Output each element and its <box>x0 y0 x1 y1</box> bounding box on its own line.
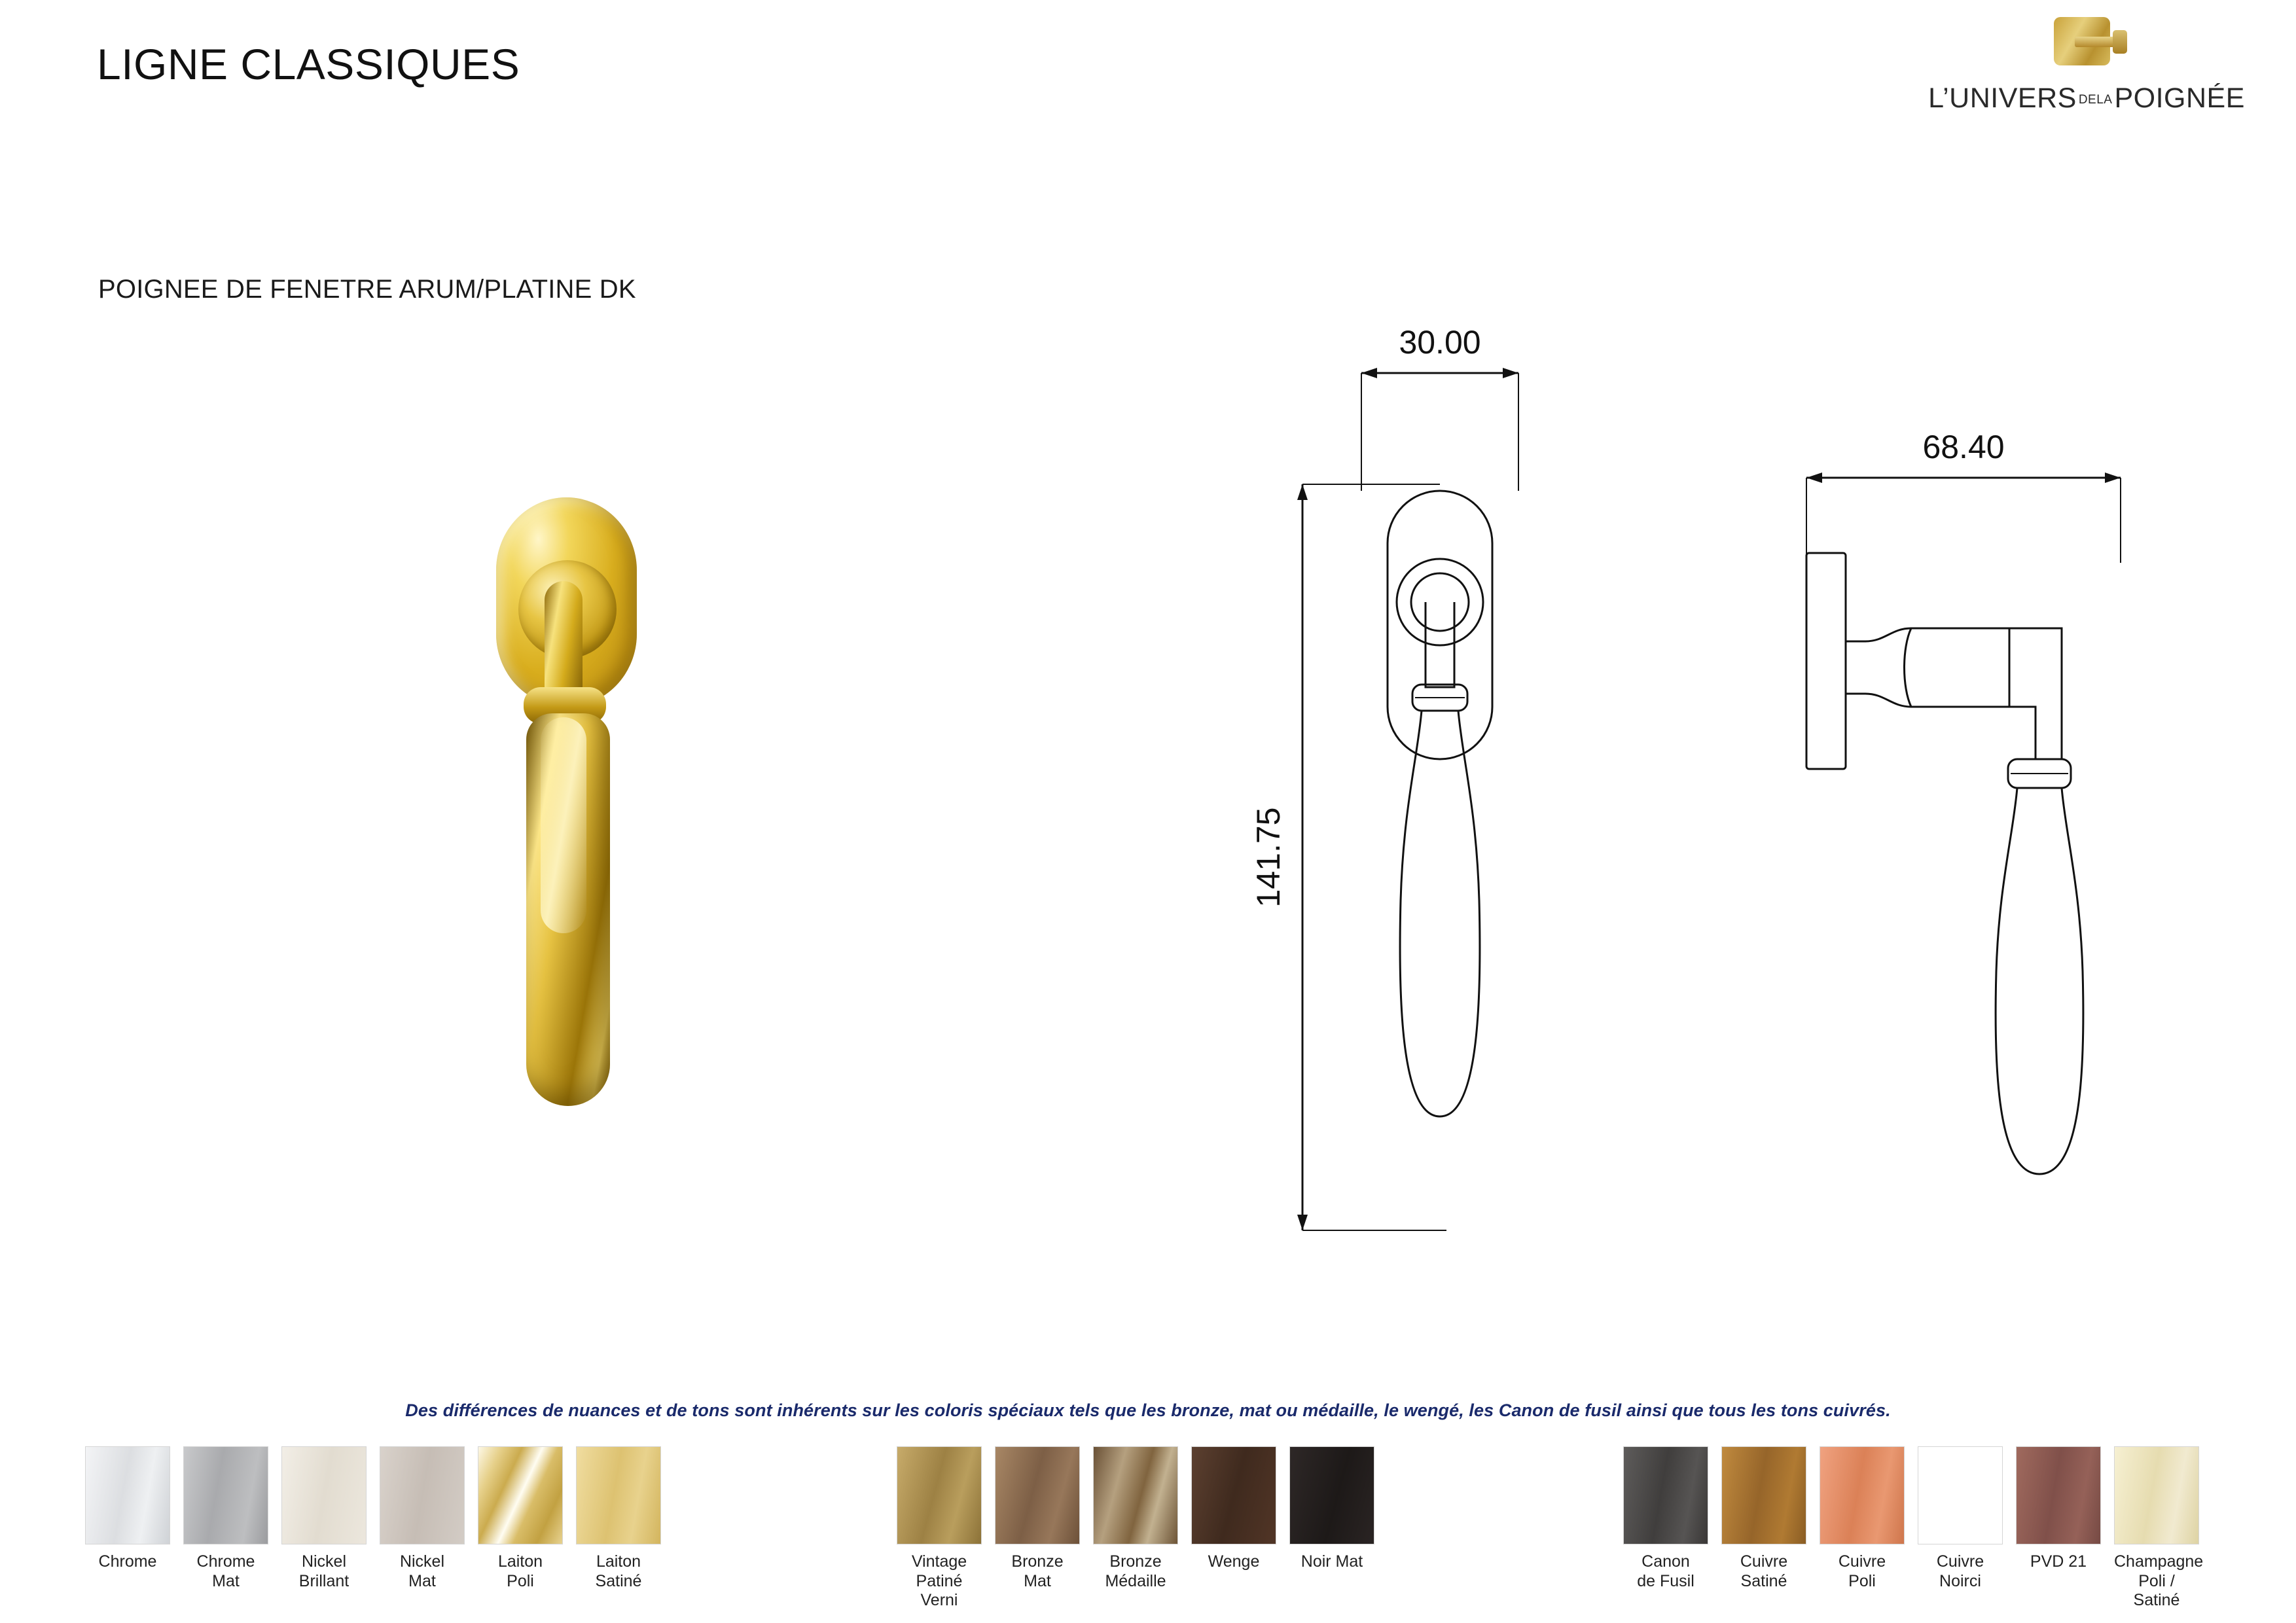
brand-name-small1: DE <box>2078 92 2097 107</box>
finish-swatch[interactable] <box>1623 1446 1708 1611</box>
finish-swatch[interactable] <box>2016 1446 2101 1611</box>
finish-swatch-label-line: Poli / Satiné <box>2133 1571 2180 1609</box>
dim-depth-side: 68.40 <box>1922 429 2005 465</box>
finish-swatch[interactable] <box>1191 1446 1276 1611</box>
finish-swatch-label-line: Mat <box>408 1571 436 1590</box>
finish-swatch-label <box>1093 1552 1178 1591</box>
finish-swatch-label-line: Satiné <box>1740 1571 1787 1590</box>
finish-swatch-label-line: Chrome <box>196 1552 255 1571</box>
finish-swatch-label <box>380 1552 465 1591</box>
finish-swatch[interactable] <box>85 1446 170 1591</box>
finish-swatch-chip <box>183 1446 268 1544</box>
finish-swatch[interactable] <box>1289 1446 1374 1611</box>
finish-swatch-label-line: Canon <box>1641 1552 1690 1571</box>
finish-swatch-chip <box>281 1446 367 1544</box>
finish-swatch-label-line: de Fusil <box>1637 1571 1695 1590</box>
finish-disclaimer: Des différences de nuances et de tons sont inhérents sur les coloris spéciaux tels que les bronze, mat ou médaille, le wengé, les Canon de fusil ainsi que tous les tons cuivrés. <box>405 1400 1891 1420</box>
page-title: LIGNE CLASSIQUES <box>97 40 520 88</box>
finish-swatch[interactable] <box>1721 1446 1806 1611</box>
finish-swatch[interactable] <box>576 1446 661 1591</box>
finish-swatch[interactable] <box>897 1446 982 1611</box>
finish-swatch[interactable] <box>183 1446 268 1591</box>
finish-swatch[interactable] <box>478 1446 563 1591</box>
finish-swatch-chip <box>85 1446 170 1544</box>
finish-swatch-label-line: Laiton <box>596 1552 641 1571</box>
finish-swatch-label-line: Cuivre <box>1838 1552 1886 1571</box>
finish-swatch-chip <box>576 1446 661 1544</box>
finish-swatch-chip <box>1721 1446 1806 1544</box>
finish-swatch[interactable] <box>995 1446 1080 1611</box>
finish-swatch-label-line: Brillant <box>298 1571 350 1590</box>
finish-swatch[interactable] <box>380 1446 465 1591</box>
handle-lever-highlight <box>541 717 586 933</box>
finish-swatch-label-line: Chrome <box>98 1552 157 1571</box>
finish-swatch-label <box>2114 1552 2204 1611</box>
finish-swatch-chip <box>1093 1446 1178 1544</box>
finish-swatch-label <box>1623 1552 1708 1591</box>
finish-swatch[interactable] <box>1820 1446 1905 1611</box>
finish-swatch-label <box>183 1552 268 1591</box>
finish-swatch-chip <box>1918 1446 2003 1544</box>
finish-swatch-label <box>576 1552 661 1591</box>
technical-drawing-front <box>1244 314 1636 1283</box>
finish-swatch-label <box>1289 1552 1374 1572</box>
finish-swatch-chip <box>1820 1446 1905 1544</box>
brass-handle-logo-icon <box>2045 13 2128 76</box>
finish-swatch-chip <box>995 1446 1080 1544</box>
finish-swatch-label-line: Wenge <box>1208 1552 1260 1571</box>
finish-swatch-label-line: PVD 21 <box>2030 1552 2087 1571</box>
finish-swatch-label-line: Laiton <box>497 1552 543 1571</box>
brand-logo <box>1916 13 2257 115</box>
finish-swatch-label <box>1721 1552 1806 1591</box>
finish-swatch-label-line: Cuivre <box>1740 1552 1788 1571</box>
product-photo <box>484 497 661 1113</box>
brand-name-small2: LA <box>2096 92 2113 107</box>
finish-swatch-label-line: Cuivre <box>1936 1552 1984 1571</box>
finish-group-special <box>1623 1446 2204 1611</box>
finish-group-standard <box>85 1446 661 1591</box>
dim-height-front: 141.75 <box>1250 807 1287 908</box>
finish-swatch-label-line: Bronze <box>1011 1552 1064 1571</box>
finish-swatch[interactable] <box>2114 1446 2204 1611</box>
finish-swatch-label-line: Nickel <box>399 1552 445 1571</box>
finish-swatch-label-line: Poli <box>1848 1571 1876 1590</box>
brand-name-small <box>2079 94 2113 106</box>
brand-name-part1: L’UNIVERS <box>1928 82 2077 114</box>
technical-drawing-side <box>1754 366 2212 1283</box>
finish-swatch[interactable] <box>1918 1446 2003 1611</box>
finish-swatch-chip <box>1623 1446 1708 1544</box>
finish-swatch-label-line: Bronze <box>1109 1552 1162 1571</box>
finish-swatch-label-line: Poli <box>507 1571 534 1590</box>
finish-swatch-label-line: Médaille <box>1105 1571 1166 1590</box>
finish-swatch-label-line: Noir Mat <box>1300 1552 1363 1571</box>
finish-swatch-label-line: Mat <box>212 1571 240 1590</box>
finish-swatch-label-line: Verni <box>920 1591 958 1609</box>
finish-swatch-label <box>1191 1552 1276 1572</box>
finish-swatch-label-line: Satiné <box>595 1571 642 1590</box>
finish-swatch-label <box>1918 1552 2003 1591</box>
finish-swatch-label <box>85 1552 170 1572</box>
finish-swatch-label <box>1820 1552 1905 1591</box>
finish-swatch-chip <box>1289 1446 1374 1544</box>
finish-swatch-label-line: Champagne <box>2114 1552 2204 1571</box>
brand-name-part2: POIGNÉE <box>2114 82 2245 114</box>
brand-name <box>1916 82 2257 115</box>
finish-swatch-label-line: Vintage Patiné <box>911 1552 967 1590</box>
finish-swatch-label <box>897 1552 982 1611</box>
finish-swatch-chip <box>2016 1446 2101 1544</box>
finish-swatch-chip <box>380 1446 465 1544</box>
finish-swatch-label <box>478 1552 563 1591</box>
dim-width-front: 30.00 <box>1399 324 1481 361</box>
finish-swatch[interactable] <box>281 1446 367 1591</box>
product-subtitle: POIGNEE DE FENETRE ARUM/PLATINE DK <box>98 275 636 304</box>
finish-swatch-label-line: Noirci <box>1939 1571 1981 1590</box>
finish-swatch-chip <box>2114 1446 2199 1544</box>
finish-group-bronze <box>897 1446 1374 1611</box>
finish-swatch-label <box>995 1552 1080 1591</box>
finish-swatch-label-line: Nickel <box>301 1552 347 1571</box>
finish-swatch-chip <box>478 1446 563 1544</box>
finish-swatch[interactable] <box>1093 1446 1178 1611</box>
finish-swatch-label <box>2016 1552 2101 1572</box>
finish-swatch-label <box>281 1552 367 1591</box>
finish-swatch-chip <box>897 1446 982 1544</box>
finish-swatch-chip <box>1191 1446 1276 1544</box>
finish-swatch-label-line: Mat <box>1024 1571 1051 1590</box>
